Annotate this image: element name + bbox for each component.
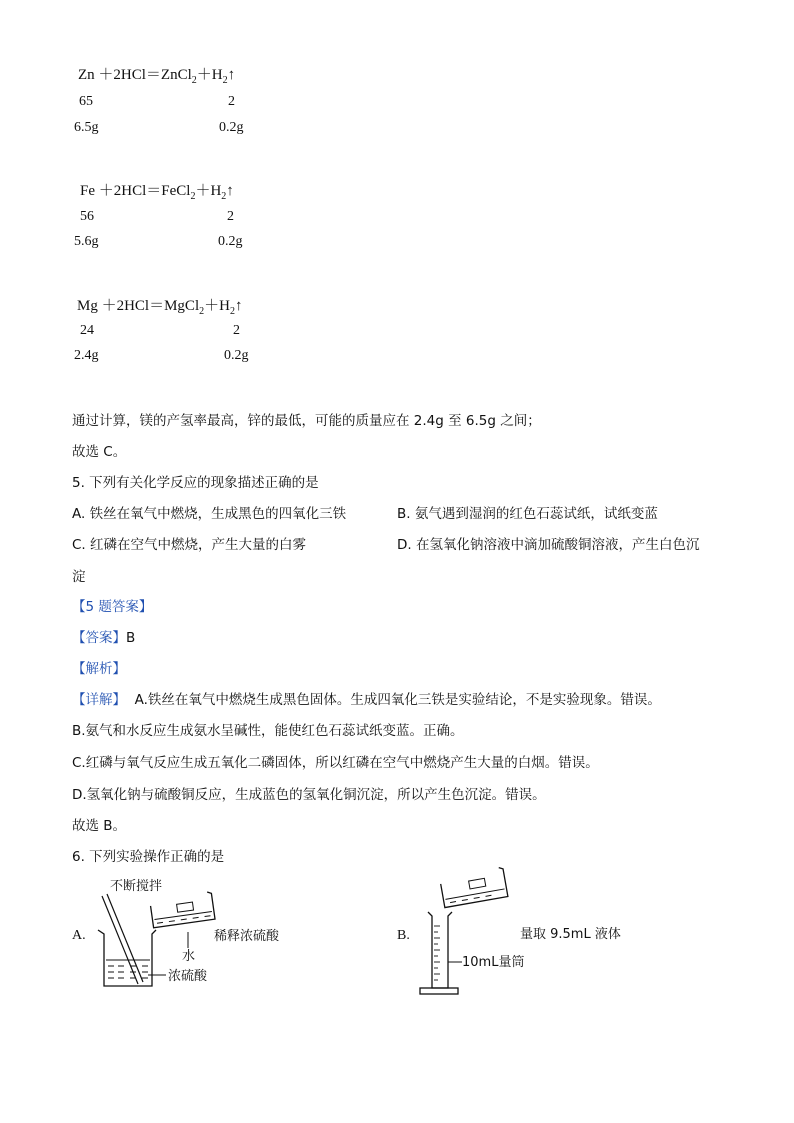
answer-line — [72, 629, 135, 647]
subscript: 2 — [199, 306, 205, 317]
option-b: B. 氨气遇到湿润的红色石蕊试纸，试纸变蓝 — [397, 506, 658, 522]
detail-d: D.氢氧化钠与硫酸铜反应，生成蓝色的氢氧化铜沉淀，所以产生色沉淀。错误。 — [72, 787, 546, 803]
label-cylinder: 10mL量筒 — [462, 955, 525, 970]
equation-body: ＋2HCl＝MgCl — [101, 298, 200, 314]
label-acid: 浓硫酸 — [168, 969, 208, 984]
metal-symbol: Mg — [77, 298, 98, 314]
equation-fe — [80, 182, 234, 206]
figure-a-letter: A. — [72, 928, 86, 943]
detail-tag: 【详解】 — [72, 692, 126, 708]
metal-symbol: Zn — [78, 67, 95, 83]
ratio-left: 56 — [80, 209, 94, 224]
equation-h2: ＋H — [204, 298, 230, 314]
mass-right: 0.2g — [224, 348, 249, 363]
answer-tag: 【答案】 — [72, 630, 126, 646]
question-6-stem: 6. 下列实验操作正确的是 — [72, 849, 225, 865]
subscript: 2 — [190, 191, 196, 202]
subscript: 2 — [222, 75, 228, 86]
equation-h2: ＋H — [196, 67, 223, 83]
answer-section-heading: 【5 题答案】 — [72, 599, 153, 615]
ratio-right: 2 — [228, 94, 235, 109]
mass-left: 5.6g — [74, 234, 99, 249]
detail-a-line — [72, 691, 661, 709]
detail-b: B.氨气和水反应生成氨水呈碱性，能使红色石蕊试纸变蓝。正确。 — [72, 723, 464, 739]
q5-choice: 故选 B。 — [72, 818, 127, 834]
option-d-continuation: 淀 — [72, 569, 86, 585]
subscript: 2 — [191, 75, 197, 86]
gas-arrow: ↑ — [234, 298, 243, 314]
gas-arrow: ↑ — [227, 67, 236, 83]
answer-value: B — [126, 630, 136, 646]
option-d: D. 在氢氧化钠溶液中滴加硫酸铜溶液，产生白色沉 — [397, 537, 700, 553]
metal-symbol: Fe — [80, 183, 95, 199]
glass-rod — [102, 896, 138, 984]
equation-body: ＋2HCl＝ZnCl — [98, 67, 192, 83]
option-c: C. 红磷在空气中燃烧，产生大量的白雾 — [72, 537, 307, 553]
detail-c: C.红磷与氧气反应生成五氧化二磷固体，所以红磷在空气中燃烧产生大量的白烟。错误。 — [72, 755, 599, 771]
mass-right: 0.2g — [218, 234, 243, 249]
analysis-tag: 【解析】 — [72, 661, 126, 677]
mass-left: 6.5g — [74, 120, 99, 135]
gas-arrow: ↑ — [226, 183, 234, 199]
pouring-beaker — [440, 867, 508, 908]
equation-h2: ＋H — [195, 183, 222, 199]
subscript: 2 — [229, 306, 235, 317]
label-dilute: 稀释浓硫酸 — [214, 929, 280, 944]
detail-a: A.铁丝在氧气中燃烧生成黑色固体。生成四氧化三铁是实验结论，不是实验现象。错误。 — [134, 692, 661, 708]
ratio-right: 2 — [227, 209, 234, 224]
ratio-left: 24 — [80, 323, 94, 338]
q4-choice: 故选 C。 — [72, 444, 127, 460]
figure-b-letter: B. — [397, 928, 410, 943]
equation-zn — [78, 66, 235, 90]
pouring-beaker — [150, 891, 215, 927]
mass-left: 2.4g — [74, 348, 99, 363]
label-stir: 不断搅拌 — [110, 879, 163, 894]
figure-b-cylinder — [410, 872, 640, 1000]
subscript: 2 — [221, 191, 227, 202]
figure-a-dilution — [90, 874, 320, 994]
mass-right: 0.2g — [219, 120, 244, 135]
question-5-stem: 5. 下列有关化学反应的现象描述正确的是 — [72, 475, 319, 491]
cylinder-scale — [434, 926, 440, 980]
label-water: 水 — [182, 949, 196, 964]
equation-mg — [77, 297, 242, 321]
cylinder-base — [420, 988, 458, 994]
ratio-left: 65 — [79, 94, 93, 109]
ratio-right: 2 — [233, 323, 240, 338]
label-measure: 量取 9.5mL 液体 — [520, 927, 621, 942]
conclusion-text: 通过计算，镁的产氢率最高，锌的最低，可能的质量应在 2.4g 至 6.5g 之间； — [72, 413, 541, 429]
option-a: A. 铁丝在氧气中燃烧，生成黑色的四氧化三铁 — [72, 506, 347, 522]
beaker-liquid — [106, 960, 150, 978]
equation-body: ＋2HCl＝FeCl — [98, 183, 191, 199]
